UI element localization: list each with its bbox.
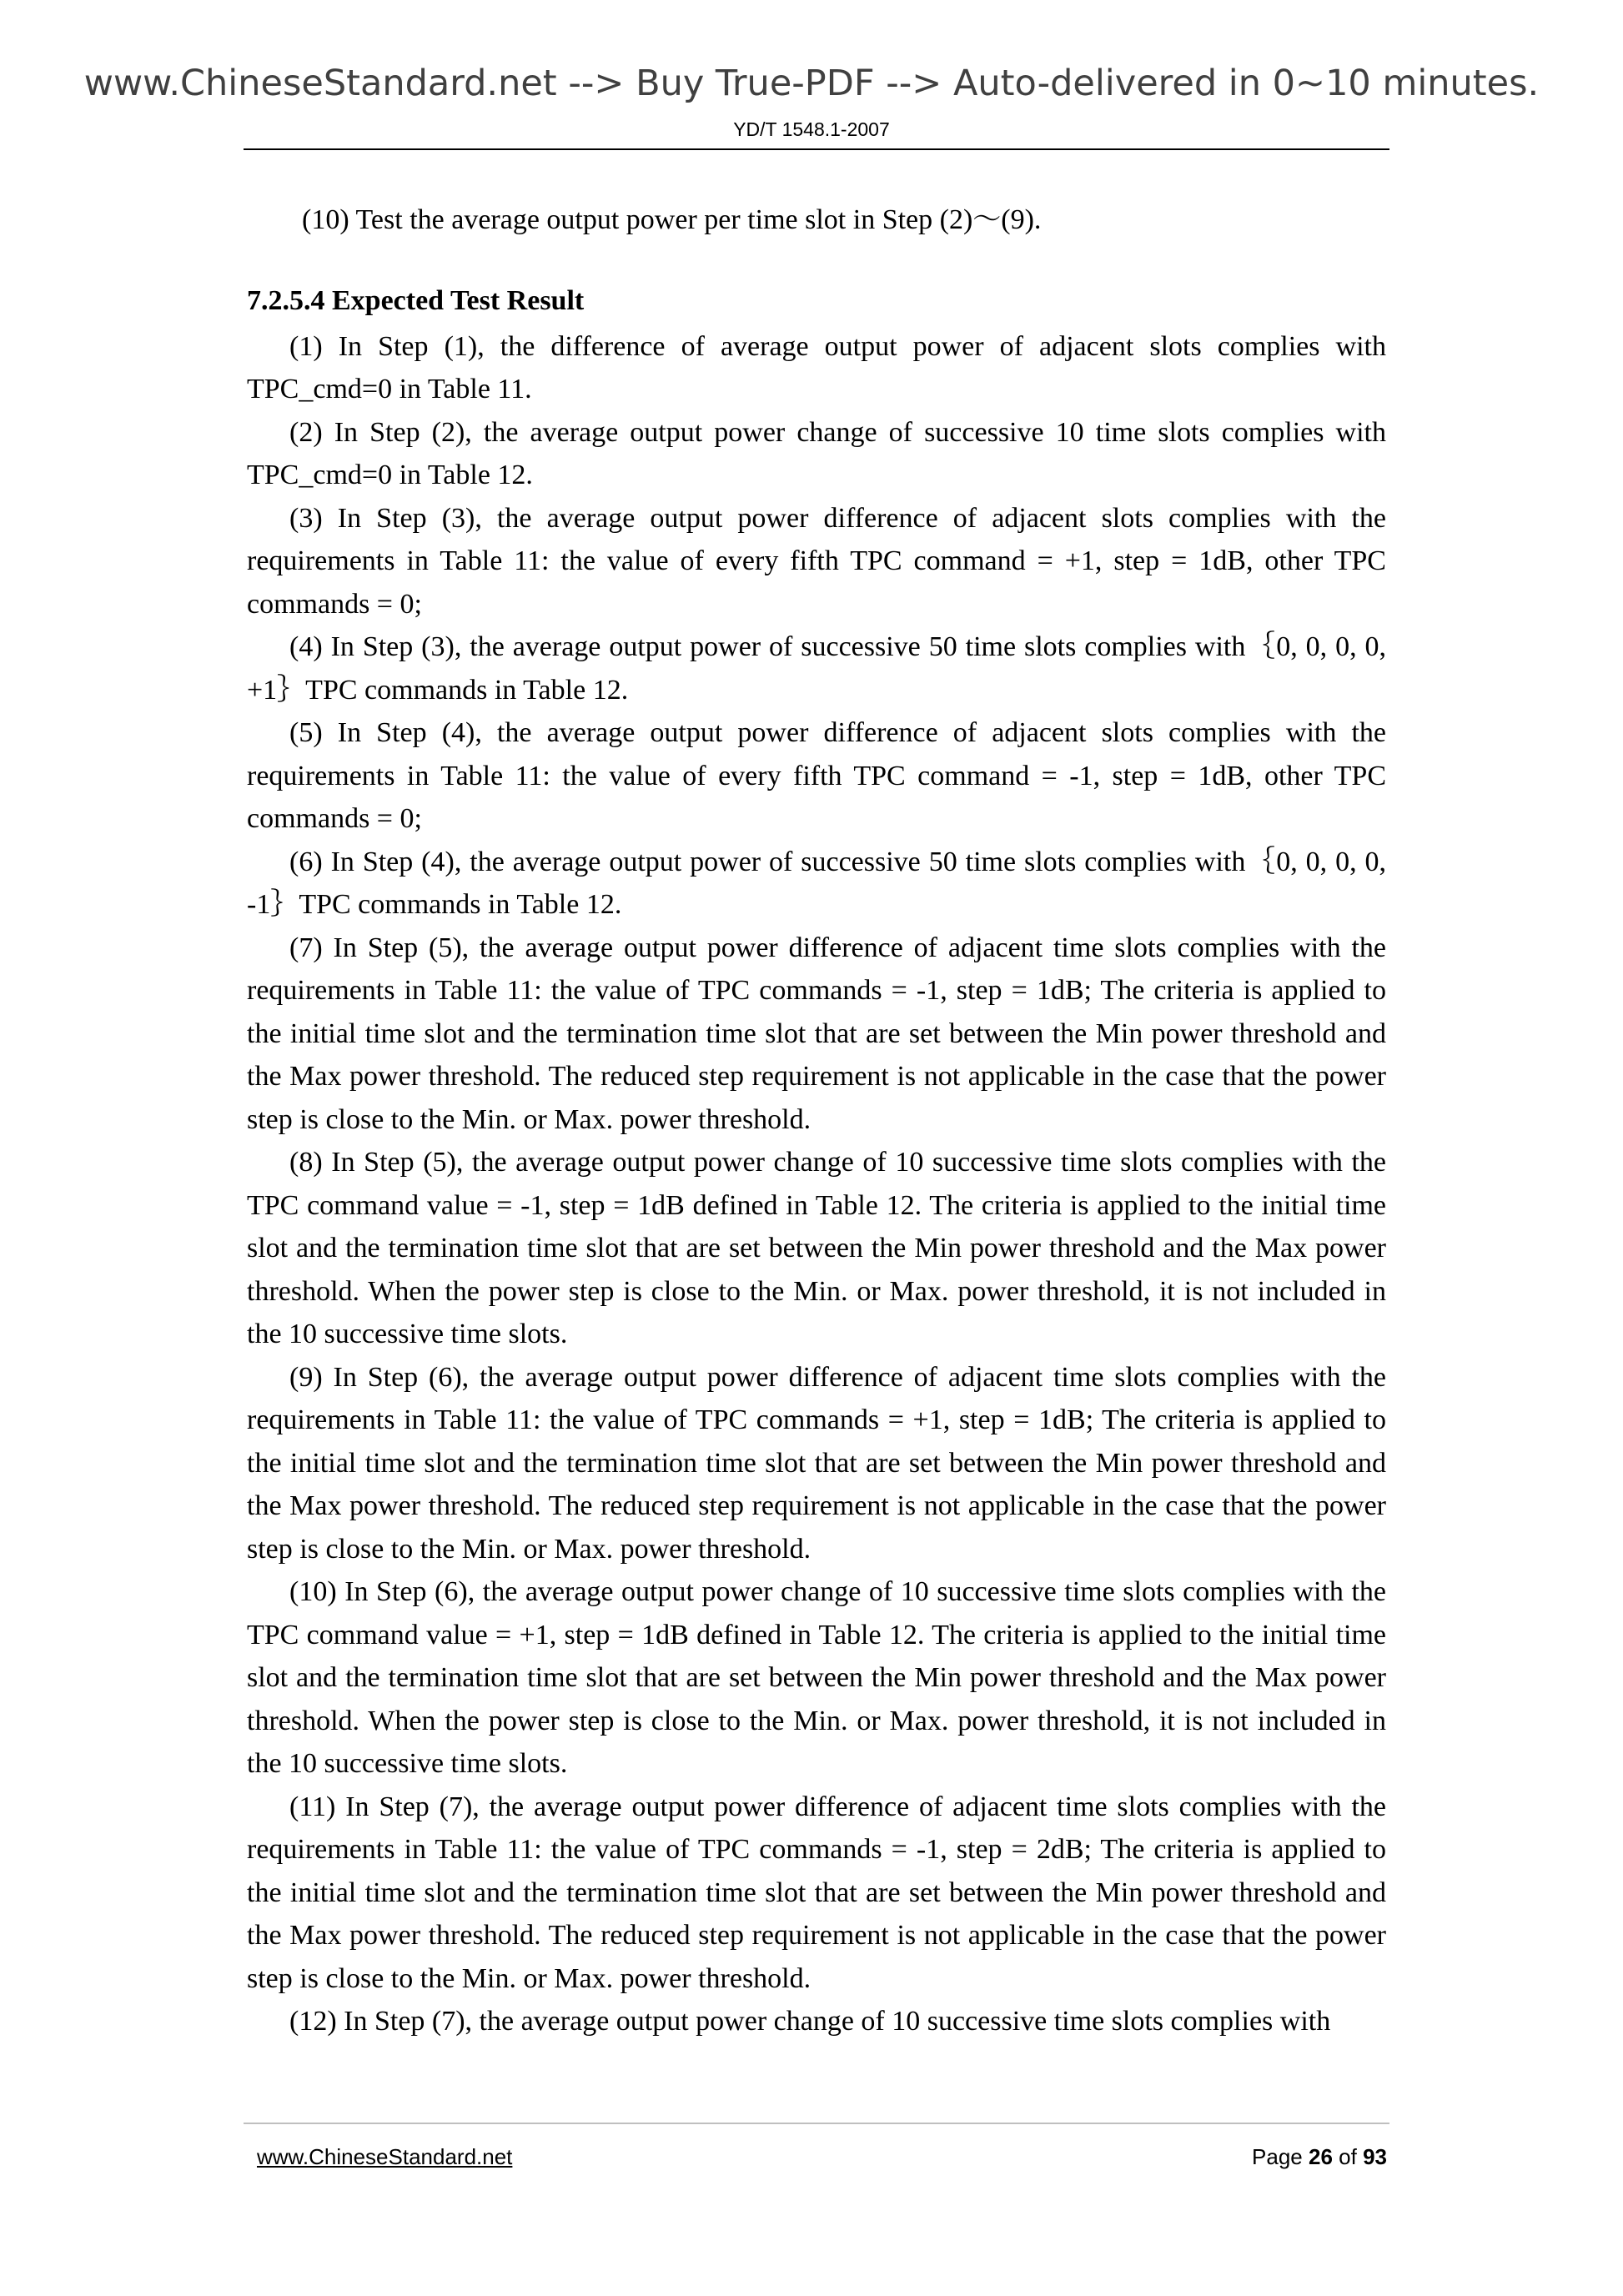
- total-pages: 93: [1363, 2144, 1387, 2169]
- section-heading: 7.2.5.4 Expected Test Result: [247, 284, 585, 316]
- result-paragraph-3: (3) In Step (3), the average output power difference of adjacent slots complies with the requirements in Table 11: the value of every fifth TPC command = +1, step = 1dB, other TPC commands = 0;: [247, 502, 1386, 620]
- current-page: 26: [1309, 2144, 1333, 2169]
- top-banner-link[interactable]: www.ChineseStandard.net --> Buy True-PDF --> Auto-delivered in 0~10 minutes.: [83, 63, 1540, 104]
- result-paragraph-12: (12) In Step (7), the average output power change of 10 successive time slots complies with: [289, 2006, 1331, 2037]
- result-paragraph-11: (11) In Step (7), the average output power difference of adjacent time slots complies with the requirements in Table 11: the value of TPC commands = -1, step = 2dB; The criteria is applied to the initial time slot and the termination time slot that are set between the Min power threshold and the Max power threshold. The reduced step requirement is not applicable in the case that the power step is close to the Min. or Max. power threshold.: [247, 1791, 1386, 1994]
- result-paragraph-9: (9) In Step (6), the average output power difference of adjacent time slots complies with the requirements in Table 11: the value of TPC commands = +1, step = 1dB; The criteria is applied to the initial time slot and the termination time slot that are set between the Min power threshold and the Max power threshold. The reduced step requirement is not applicable in the case that the power step is close to the Min. or Max. power threshold.: [247, 1361, 1386, 1565]
- footer-website-link[interactable]: www.ChineseStandard.net: [257, 2144, 513, 2169]
- result-paragraph-4: (4) In Step (3), the average output power of successive 50 time slots complies with｛0, 0, 0, 0, +1｝TPC commands in Table 12.: [247, 631, 1386, 706]
- intro-step-paragraph: (10) Test the average output power per time slot in Step (2)～(9).: [302, 204, 1042, 235]
- result-paragraph-1: (1) In Step (1), the difference of average output power of adjacent slots complies with TPC_cmd=0 in Table 11.: [247, 330, 1386, 404]
- result-paragraph-10: (10) In Step (6), the average output power change of 10 successive time slots complies with the TPC command value = +1, step = 1dB defined in Table 12. The criteria is applied to the initial time slot and the termination time slot that are set between the Min power threshold and the Max power threshold. When the power step is close to the Min. or Max. power threshold, it is not included in the 10 successive time slots.: [247, 1576, 1386, 1779]
- page-label: Page: [1252, 2144, 1303, 2169]
- document-code: YD/T 1548.1-2007: [733, 118, 890, 140]
- result-paragraph-5: (5) In Step (4), the average output power difference of adjacent slots complies with the requirements in Table 11: the value of every fifth TPC command = -1, step = 1dB, other TPC commands = 0;: [247, 717, 1386, 834]
- page-of-label: of: [1339, 2144, 1357, 2169]
- result-paragraph-8: (8) In Step (5), the average output power change of 10 successive time slots complies with the TPC command value = -1, step = 1dB defined in Table 12. The criteria is applied to the initial time slot and the termination time slot that are set between the Min power threshold and the Max power threshold. When the power step is close to the Min. or Max. power threshold, it is not included in the 10 successive time slots.: [247, 1147, 1386, 1349]
- header-divider: [244, 148, 1389, 150]
- page-body: [247, 198, 1386, 2043]
- result-paragraph-2: (2) In Step (2), the average output power change of successive 10 time slots complies with TPC_cmd=0 in Table 12.: [247, 416, 1386, 490]
- page-number: [1252, 2144, 1387, 2170]
- result-paragraph-6: (6) In Step (4), the average output power of successive 50 time slots complies with｛0, 0, 0, 0, -1｝TPC commands in Table 12.: [247, 846, 1386, 920]
- result-paragraph-7: (7) In Step (5), the average output power difference of adjacent time slots complies with the requirements in Table 11: the value of TPC commands = -1, step = 1dB; The criteria is applied to the initial time slot and the termination time slot that are set between the Min power threshold and the Max power threshold. The reduced step requirement is not applicable in the case that the power step is close to the Min. or Max. power threshold.: [247, 932, 1386, 1135]
- footer-divider: [244, 2123, 1389, 2124]
